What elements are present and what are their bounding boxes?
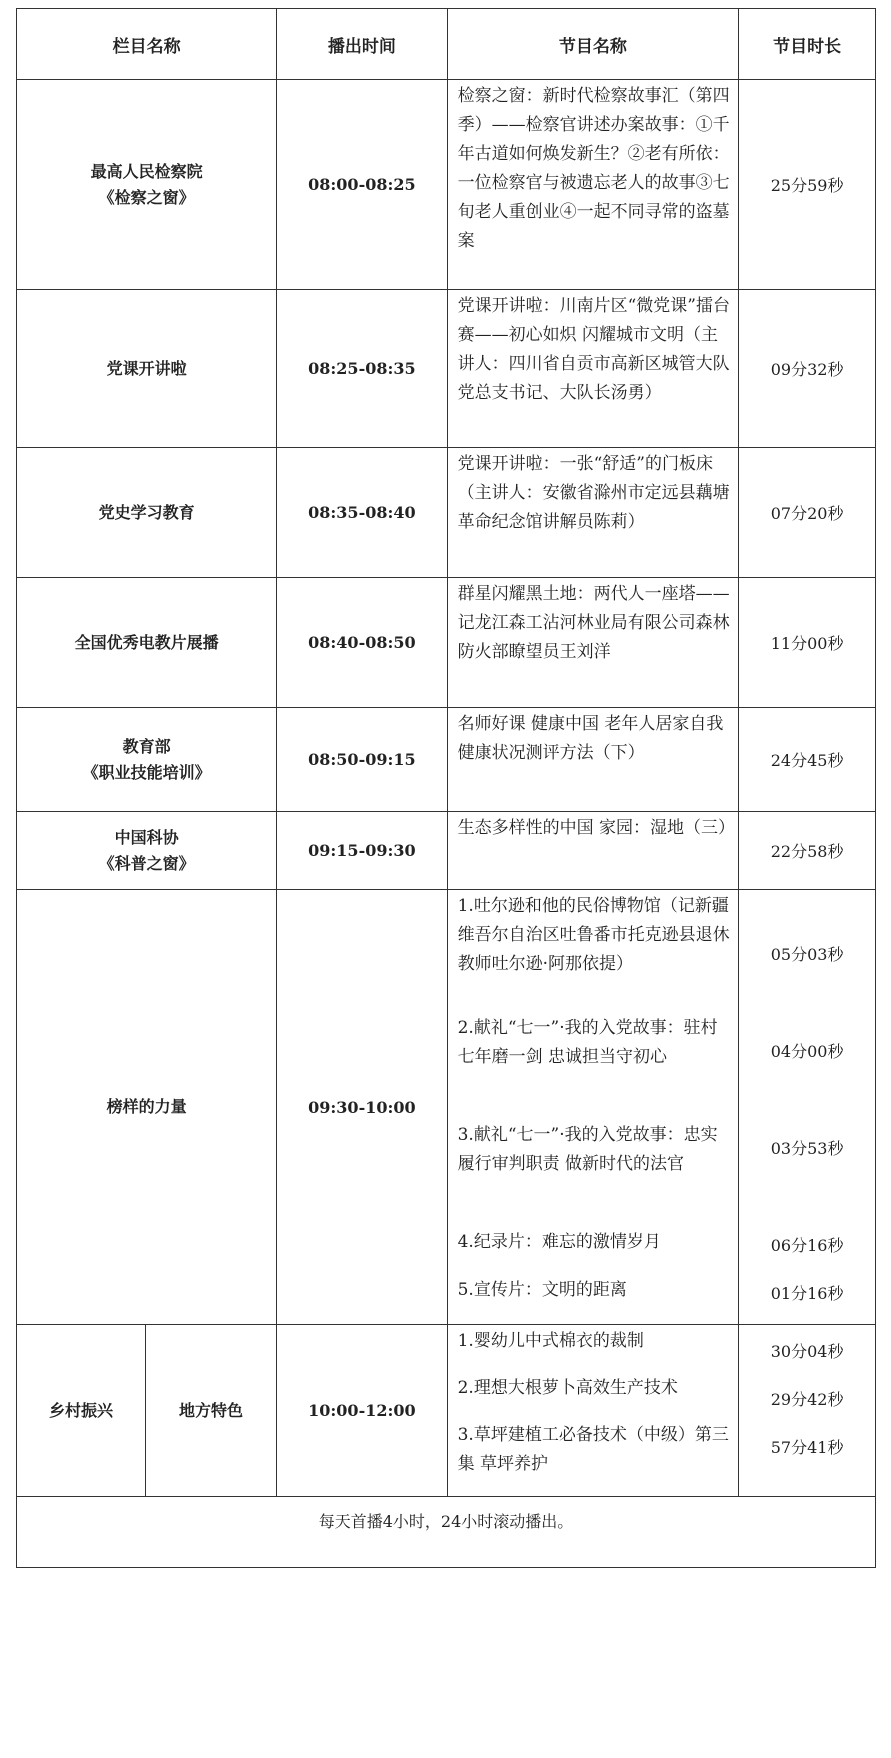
table-row [17, 80, 876, 290]
duration-item: 06分16秒 [770, 1236, 844, 1255]
duration-cell: 07分20秒 [739, 448, 876, 578]
broadcast-time-cell: 08:00-08:25 [277, 80, 447, 290]
table-row [17, 448, 876, 578]
duration-item: 57分41秒 [770, 1438, 844, 1457]
duration-item: 30分04秒 [770, 1342, 844, 1361]
column-name-cell: 榜样的力量 [17, 890, 277, 1325]
list-item: 2.献礼“七一”·我的入党故事：驻村七年磨一剑 忠诚担当守初心 [457, 1018, 718, 1067]
program-name-cell: 生态多样性的中国 家园：湿地（三） [447, 812, 739, 890]
program-list-cell [447, 1325, 739, 1497]
broadcast-time-cell: 08:35-08:40 [277, 448, 447, 578]
table-row [17, 812, 876, 890]
table-row [17, 1325, 876, 1497]
list-item: 2.理想大根萝卜高效生产技术 [457, 1378, 678, 1398]
broadcast-time-cell: 08:50-09:15 [277, 708, 447, 812]
duration-list-cell [739, 890, 876, 1325]
duration-cell: 25分59秒 [739, 80, 876, 290]
footer-row [17, 1497, 876, 1568]
duration-item: 05分03秒 [770, 945, 844, 964]
schedule-table [16, 8, 876, 1568]
program-name-cell: 名师好课 健康中国 老年人居家自我健康状况测评方法（下） [447, 708, 739, 812]
broadcast-time-cell: 08:25-08:35 [277, 290, 447, 448]
program-name-cell: 党课开讲啦：川南片区“微党课”擂台赛——初心如炽 闪耀城市文明（主讲人：四川省自贡市高新区城管大队党总支书记、大队长汤勇） [447, 290, 739, 448]
column-name-line: 中国科协 [114, 827, 179, 847]
footer-note: 每天首播4小时，24小时滚动播出。 [17, 1497, 876, 1568]
column-name-line: 《科普之窗》 [98, 853, 195, 873]
column-name-line: 教育部 [122, 736, 171, 756]
list-item: 1.吐尔逊和他的民俗博物馆（记新疆维吾尔自治区吐鲁番市托克逊县退休教师吐尔逊·阿那依提） [457, 896, 730, 974]
list-item: 3.草坪建植工必备技术（中级）第三集 草坪养护 [457, 1425, 729, 1474]
broadcast-time-cell: 08:40-08:50 [277, 578, 447, 708]
table-row [17, 890, 876, 1325]
sub-column-name-cell: 地方特色 [145, 1325, 276, 1497]
list-item: 3.献礼“七一”·我的入党故事：忠实履行审判职责 做新时代的法官 [457, 1125, 718, 1174]
table-row [17, 578, 876, 708]
column-name-cell: 乡村振兴 [17, 1325, 146, 1497]
header-row [17, 9, 876, 80]
column-name-line: 党史学习教育 [98, 502, 195, 522]
column-name-line: 《检察之窗》 [98, 187, 195, 207]
header-column-name: 栏目名称 [17, 9, 277, 80]
table-row [17, 708, 876, 812]
table-row [17, 290, 876, 448]
column-name-line: 全国优秀电教片展播 [74, 632, 219, 652]
duration-item: 03分53秒 [770, 1139, 844, 1158]
column-name-cell [17, 80, 277, 290]
column-name-line: 《职业技能培训》 [82, 762, 211, 782]
duration-cell: 11分00秒 [739, 578, 876, 708]
column-name-cell [17, 290, 277, 448]
duration-item: 01分16秒 [770, 1284, 844, 1303]
column-name-cell [17, 812, 277, 890]
header-program-name: 节目名称 [447, 9, 739, 80]
column-name-cell [17, 578, 277, 708]
duration-cell: 09分32秒 [739, 290, 876, 448]
duration-cell: 24分45秒 [739, 708, 876, 812]
column-name-line: 最高人民检察院 [90, 161, 203, 181]
duration-list-cell [739, 1325, 876, 1497]
broadcast-time-cell: 09:15-09:30 [277, 812, 447, 890]
program-name-cell: 检察之窗：新时代检察故事汇（第四季）——检察官讲述办案故事：①千年古道如何焕发新生？②老有所依：一位检察官与被遗忘老人的故事③七旬老人重创业④一起不同寻常的盗墓案 [447, 80, 739, 290]
list-item: 1.婴幼儿中式棉衣的裁制 [457, 1331, 644, 1351]
program-name-cell: 党课开讲啦：一张“舒适”的门板床（主讲人：安徽省滁州市定远县藕塘革命纪念馆讲解员陈莉） [447, 448, 739, 578]
column-name-line: 党课开讲啦 [106, 358, 187, 378]
column-name-cell [17, 448, 277, 578]
program-list-cell [447, 890, 739, 1325]
duration-item: 04分00秒 [770, 1042, 844, 1061]
program-name-cell: 群星闪耀黑土地：两代人一座塔——记龙江森工沾河林业局有限公司森林防火部瞭望员王刘洋 [447, 578, 739, 708]
header-broadcast-time: 播出时间 [277, 9, 447, 80]
list-item: 5.宣传片：文明的距离 [457, 1280, 627, 1300]
header-program-duration: 节目时长 [739, 9, 876, 80]
duration-item: 29分42秒 [770, 1390, 844, 1409]
column-name-cell [17, 708, 277, 812]
broadcast-time-cell: 10:00-12:00 [277, 1325, 447, 1497]
broadcast-time-cell: 09:30-10:00 [277, 890, 447, 1325]
duration-cell: 22分58秒 [739, 812, 876, 890]
list-item: 4.纪录片：难忘的激情岁月 [457, 1232, 661, 1252]
